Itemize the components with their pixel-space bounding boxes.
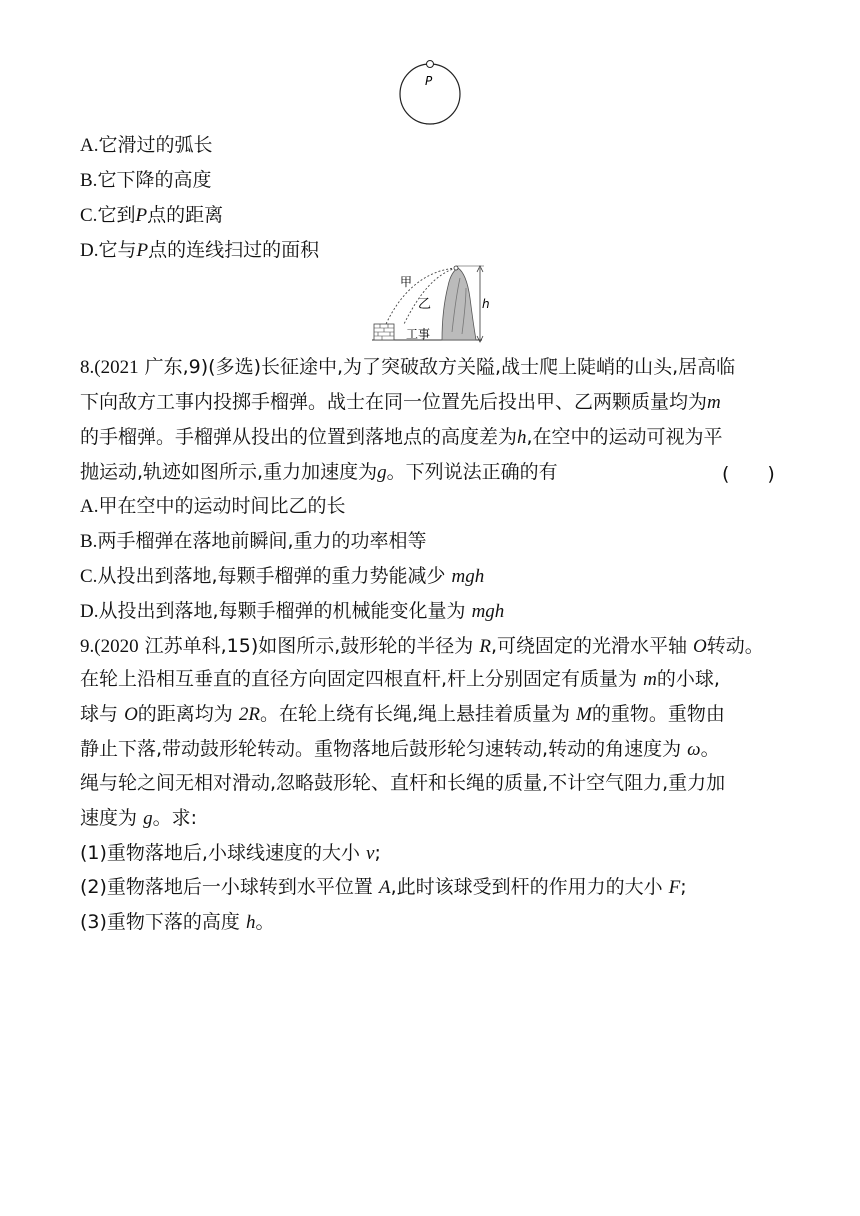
q9-sub-3 (80, 909, 274, 936)
center-label-p: P (425, 74, 433, 88)
q9-line-5 (80, 770, 725, 796)
q9-line-3 (80, 701, 725, 728)
source-year: (2021 (94, 357, 139, 378)
q9-line-4 (80, 736, 720, 763)
var-p: P (135, 205, 148, 226)
var-2r: 2R (238, 704, 260, 725)
var-g: g (377, 462, 387, 483)
q7-option-d (80, 237, 319, 264)
q9-text: 的距离均为 (137, 703, 233, 725)
q9-text: ; (680, 876, 687, 898)
q8-line-1 (80, 354, 735, 381)
option-text: 甲在空中的运动时间比乙的长 (98, 495, 346, 517)
q8-text: ,在空中的运动可视为平 (526, 426, 723, 448)
cliff-shape (442, 268, 476, 340)
q9-text: 速度为 (80, 807, 138, 829)
question-number: 9. (80, 636, 95, 657)
q9-text: 的重物。重物由 (591, 703, 725, 725)
var-g: g (143, 808, 153, 829)
label-yi: 乙 (418, 297, 432, 312)
q8-option-c (80, 563, 484, 590)
q9-text: 的小球, (656, 668, 720, 690)
q9-text: 。 (255, 911, 275, 933)
option-letter: B. (80, 170, 98, 191)
q9-text: ,此时该球受到杆的作用力的大小 (390, 876, 663, 898)
option-text: 从投出到落地,每颗手榴弹的重力势能减少 (97, 565, 446, 587)
q9-text: 在轮上沿相互垂直的直径方向固定四根直杆,杆上分别固定有质量为 (80, 668, 638, 690)
q9-sub-2 (80, 874, 687, 901)
option-letter: D. (80, 601, 99, 622)
q7-option-c (80, 202, 223, 229)
q9-line-2 (80, 666, 720, 693)
q9-text: ,可绕固定的光滑水平轴 (490, 635, 687, 657)
option-text: 它滑过的弧长 (98, 134, 213, 156)
option-text: 它下降的高度 (97, 169, 212, 191)
q9-line-6 (80, 805, 197, 832)
q9-text: 静止下落,带动鼓形轮转动。重物落地后鼓形轮匀速转动,转动的角速度为 (80, 738, 682, 760)
answer-blank: ( ) (722, 463, 775, 485)
var-mgh: mgh (471, 601, 505, 622)
question-number: 8. (80, 357, 95, 378)
q8-option-a (80, 493, 346, 520)
q8-option-b (80, 528, 426, 555)
circle-figure (396, 58, 466, 130)
q8-text: 。下列说法正确的有 (386, 461, 558, 483)
option-letter: D. (80, 240, 99, 261)
q8-text: 的手榴弹。手榴弹从投出的位置到落地点的高度差为 (80, 426, 518, 448)
option-letter: C. (80, 205, 98, 226)
q9-text: 转动。 (706, 635, 764, 657)
q8-line-3 (80, 424, 723, 451)
q8-text: 广东,9)(多选)长征途中,为了突破敌方关隘,战士爬上陡峭的山头,居高临 (138, 356, 736, 378)
var-o: O (124, 704, 138, 725)
q9-text: (1)重物落地后,小球线速度的大小 (80, 842, 360, 864)
q9-text: 。 (700, 738, 720, 760)
q9-text: ; (374, 842, 381, 864)
q9-text: 。求: (152, 807, 197, 829)
var-a: A (378, 877, 391, 898)
q8-text: 下向敌方工事内投掷手榴弹。战士在同一位置先后投出甲、乙两颗质量均为 (80, 391, 708, 413)
var-omega: ω (687, 739, 701, 760)
q8-line-2 (80, 389, 721, 416)
q7-option-a (80, 132, 213, 159)
var-p: P (136, 240, 149, 261)
option-text: 从投出到落地,每颗手榴弹的机械能变化量为 (98, 600, 466, 622)
option-text: 点的连线扫过的面积 (148, 239, 320, 261)
var-h: h (245, 912, 256, 933)
q9-text: 。在轮上绕有长绳,绳上悬挂着质量为 (259, 703, 571, 725)
var-v: v (366, 843, 375, 864)
option-letter: B. (80, 531, 98, 552)
label-jia: 甲 (400, 275, 413, 289)
option-text: 它与 (98, 239, 137, 261)
var-mgh: mgh (451, 566, 485, 587)
var-big-m: M (576, 704, 592, 725)
option-text: 它到 (97, 204, 136, 226)
option-letter: A. (80, 135, 99, 156)
var-m: m (643, 669, 657, 690)
option-letter: A. (80, 496, 99, 517)
q8-option-d (80, 598, 504, 625)
option-letter: C. (80, 566, 98, 587)
q9-text: 球与 (80, 703, 119, 725)
q8-text: 抛运动,轨迹如图所示,重力加速度为 (80, 461, 378, 483)
var-m: m (707, 392, 721, 413)
var-h: h (517, 427, 527, 448)
grenade-start (454, 266, 458, 270)
q9-line-1 (80, 633, 764, 660)
var-r: R (479, 636, 491, 657)
source-year: (2020 (94, 636, 139, 657)
q8-line-4 (80, 459, 558, 486)
label-h: h (482, 297, 490, 311)
block-marker (427, 61, 434, 68)
var-f: F (668, 877, 681, 898)
option-text: 两手榴弹在落地前瞬间,重力的功率相等 (97, 530, 427, 552)
q9-text: (3)重物下落的高度 (80, 911, 240, 933)
q9-text: 绳与轮之间无相对滑动,忽略鼓形轮、直杆和长绳的质量,不计空气阻力,重力加 (80, 772, 726, 794)
grenade-figure (370, 262, 494, 344)
q9-text: (2)重物落地后一小球转到水平位置 (80, 876, 373, 898)
var-o: O (693, 636, 707, 657)
q9-sub-1 (80, 840, 381, 867)
label-gongshi: 工事 (406, 327, 431, 341)
q9-text: 江苏单科,15)如图所示,鼓形轮的半径为 (138, 635, 474, 657)
track-circle (400, 64, 460, 124)
option-text: 点的距离 (147, 204, 224, 226)
q7-option-b (80, 167, 211, 194)
